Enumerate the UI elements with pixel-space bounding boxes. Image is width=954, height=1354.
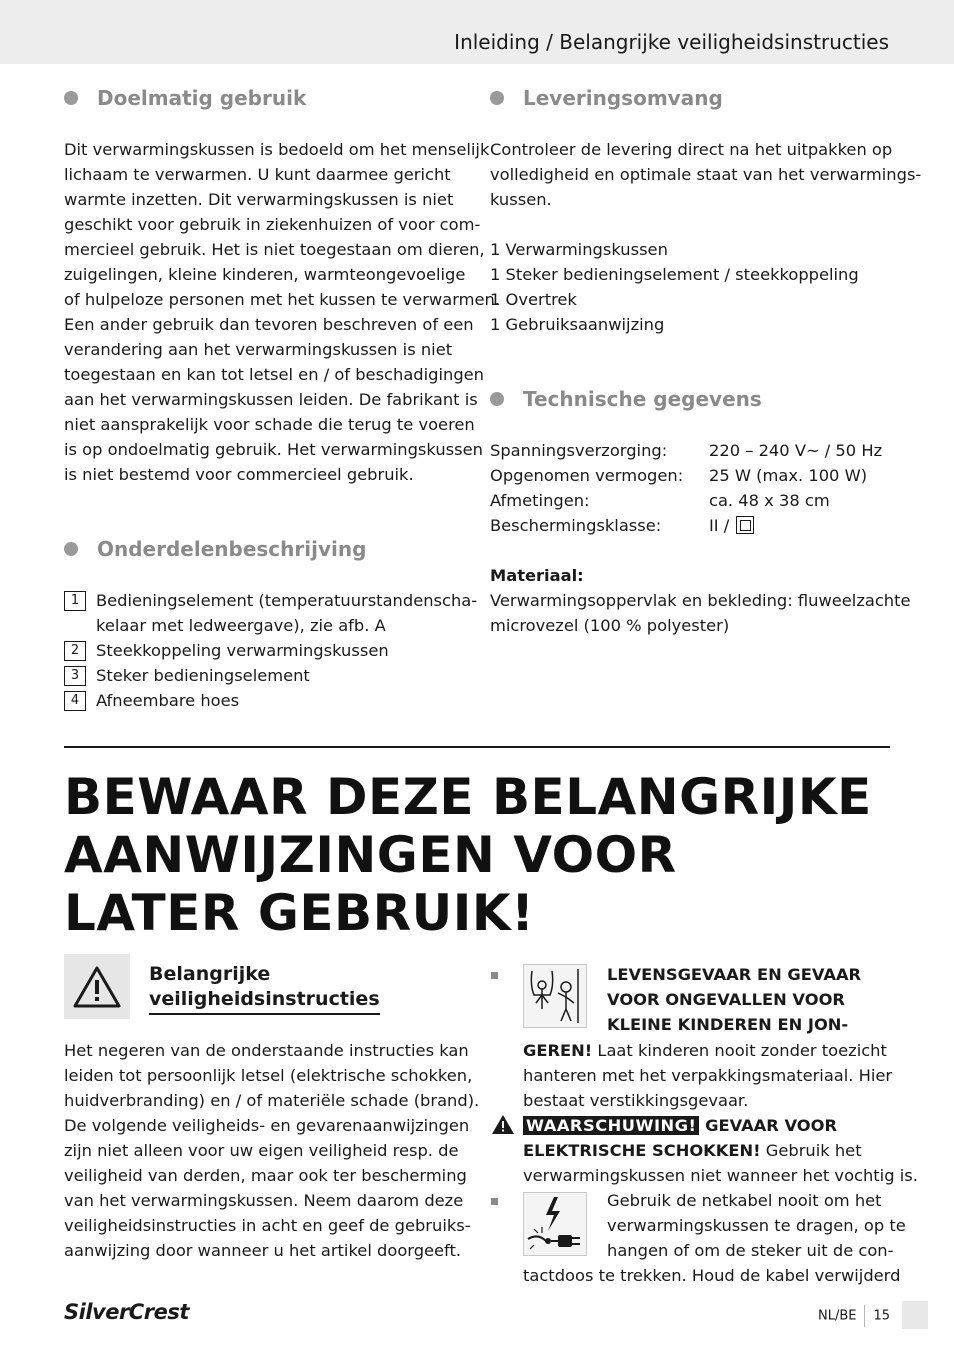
text-line: toegestaan en kan tot letsel en / of beschadigingen <box>64 365 485 384</box>
warning-triangle-icon <box>64 954 130 1019</box>
text-line: is op ondoelmatig gebruik. Het verwarmingskussen <box>64 440 483 459</box>
text-line: van het verwarmingskussen. Neem daarom deze <box>64 1191 464 1210</box>
warning-child-line: GEREN! Laat kinderen nooit zonder toezicht <box>523 1041 887 1060</box>
text-line: kussen. <box>490 190 552 209</box>
text-line: geschikt voor gebruik in ziekenhuizen of voor com- <box>64 215 481 234</box>
small-warning-triangle-icon <box>491 1114 515 1139</box>
text-line: is niet bestemd voor commercieel gebruik. <box>64 465 414 484</box>
text-line: De volgende veiligheids- en gevarenaanwijzingen <box>64 1116 470 1135</box>
part-number: 2 <box>64 641 86 661</box>
paragraph <box>490 137 922 212</box>
warning-shock-line: verwarmingskussen niet wanneer het vochtig is. <box>523 1166 918 1185</box>
text-line: Controleer de levering direct na het uitpakken op <box>490 140 893 159</box>
text-line: mercieel gebruik. Het is niet toegestaan om dieren, <box>64 240 485 259</box>
list-item: 3 Steker bedieningselement <box>64 663 464 688</box>
text-line: Het negeren van de onderstaande instructies kan <box>64 1041 469 1060</box>
text-line: of hulpeloze personen met het kussen te verwarmen. <box>64 290 500 309</box>
child-bag-warning-icon <box>523 964 587 1028</box>
section-heading: Onderdelenbeschrijving <box>64 534 464 564</box>
safety-heading: Belangrijke veiligheidsinstructies <box>149 962 380 1015</box>
main-title: BEWAAR DEZE BELANGRIJKE AANWIJZINGEN VOOR LATER GEBRUIK! <box>64 768 872 942</box>
page-footer <box>818 1305 890 1327</box>
warning-child-line: bestaat verstikkingsgevaar. <box>523 1091 749 1110</box>
table-row: Spanningsverzorging: 220 – 240 V~ / 50 Hz <box>490 441 883 460</box>
warning-cable-line: hangen of om de steker uit de con- <box>607 1241 894 1260</box>
section-heading: Doelmatig gebruik <box>64 83 464 113</box>
material-label: Materiaal: <box>490 566 584 585</box>
text-line: Verwarmingsoppervlak en bekleding: fluweelzachte <box>490 591 911 610</box>
page-number: 15 <box>873 1308 891 1324</box>
section-heading: Leveringsomvang <box>490 83 900 113</box>
text-line: zuigelingen, kleine kinderen, warmteongevoelige <box>64 265 466 284</box>
list-item: 1 Steker bedieningselement / steekkoppeling <box>490 265 859 284</box>
paragraph <box>64 137 500 487</box>
text-line: Dit verwarmingskussen is bedoeld om het menselijk <box>64 140 490 159</box>
safety-paragraph <box>64 1038 479 1263</box>
text-line: huidverbranding) en / of materiële schade (brand). <box>64 1091 480 1110</box>
bullet-dot-icon <box>490 392 504 406</box>
text-line: microvezel (100 % polyester) <box>490 616 730 635</box>
divider <box>64 746 890 748</box>
page-tab <box>902 1301 928 1329</box>
brand-logo: SilverCrest <box>64 1300 189 1324</box>
text-line: volledigheid en optimale staat van het verwarmings- <box>490 165 922 184</box>
section-doelmatig <box>64 83 500 487</box>
list-item: 1 Verwarmingskussen <box>490 240 668 259</box>
warning-child-line: KLEINE KINDEREN EN JON- <box>607 1015 849 1034</box>
parts-list <box>64 588 478 713</box>
part-number: 4 <box>64 691 86 711</box>
section-technisch <box>490 384 911 638</box>
warning-label: WAARSCHUWING! <box>523 1116 699 1135</box>
bullet-dot-icon <box>490 91 504 105</box>
square-bullet-icon <box>491 972 498 979</box>
warning-child-line: hanteren met het verpakkingsmateriaal. Hier <box>523 1066 893 1085</box>
warning-child-line: VOOR ONGEVALLEN VOOR <box>607 990 845 1009</box>
list-item: 1 Gebruiksaanwijzing <box>490 315 665 334</box>
locale-label: NL/BE <box>818 1308 857 1324</box>
text-line: warmte inzetten. Dit verwarmingskussen is niet <box>64 190 454 209</box>
section-levering <box>490 83 922 337</box>
warning-cable-line: tactdoos te trekken. Houd de kabel verwijderd <box>523 1266 901 1285</box>
page-header-title: Inleiding / Belangrijke veiligheidsinstructies <box>454 30 889 54</box>
section-onderdelen <box>64 534 478 713</box>
text-line: niet aansprakelijk voor schade die terug te voeren <box>64 415 475 434</box>
protection-class-icon <box>736 516 754 534</box>
text-line: veiligheidsinstructies in acht en geef de gebruiks- <box>64 1216 471 1235</box>
list-item: 1 Overtrek <box>490 290 577 309</box>
list-item: 2 Steekkoppeling verwarmingskussen <box>64 638 464 663</box>
bullet-dot-icon <box>64 542 78 556</box>
section-heading: Technische gegevens <box>490 384 900 414</box>
list-item: 4 Afneembare hoes <box>64 688 464 713</box>
delivery-list <box>490 237 900 337</box>
table-row: Beschermingsklasse: II / <box>490 513 900 538</box>
text-line: Een ander gebruik dan tevoren beschreven of een <box>64 315 474 334</box>
warning-cable-line: verwarmingskussen te dragen, op te <box>607 1216 906 1235</box>
table-row: Opgenomen vermogen: 25 W (max. 100 W) <box>490 466 868 485</box>
list-item: 1 Bedieningselement (temperatuurstandenscha- <box>64 588 464 613</box>
list-item: kelaar met ledweergave), zie afb. A <box>96 616 386 635</box>
warning-cable-line: Gebruik de netkabel nooit om het <box>607 1191 882 1210</box>
text-line: veiligheid van derden, maar ook ter bescherming <box>64 1166 467 1185</box>
square-bullet-icon <box>491 1198 498 1205</box>
part-number: 1 <box>64 591 86 611</box>
part-number: 3 <box>64 666 86 686</box>
footer-divider <box>864 1305 865 1327</box>
warning-child-line: LEVENSGEVAAR EN GEVAAR <box>607 965 862 984</box>
text-line: zijn niet alleen voor uw eigen veiligheid resp. de <box>64 1141 459 1160</box>
warning-shock-line: ELEKTRISCHE SCHOKKEN! Gebruik het <box>523 1141 862 1160</box>
bullet-dot-icon <box>64 91 78 105</box>
table-row: Afmetingen: ca. 48 x 38 cm <box>490 491 830 510</box>
text-line: aanwijzing door wanneer u het artikel doorgeeft. <box>64 1241 462 1260</box>
text-line: aan het verwarmingskussen leiden. De fabrikant is <box>64 390 478 409</box>
text-line: leiden tot persoonlijk letsel (elektrische schokken, <box>64 1066 473 1085</box>
cable-shock-warning-icon <box>523 1192 587 1256</box>
text-line: lichaam te verwarmen. U kunt daarmee gericht <box>64 165 451 184</box>
text-line: verandering aan het verwarmingskussen is niet <box>64 340 453 359</box>
spec-table <box>490 438 900 538</box>
warning-shock-line: WAARSCHUWING! GEVAAR VOOR <box>523 1113 837 1138</box>
paragraph <box>490 588 911 638</box>
